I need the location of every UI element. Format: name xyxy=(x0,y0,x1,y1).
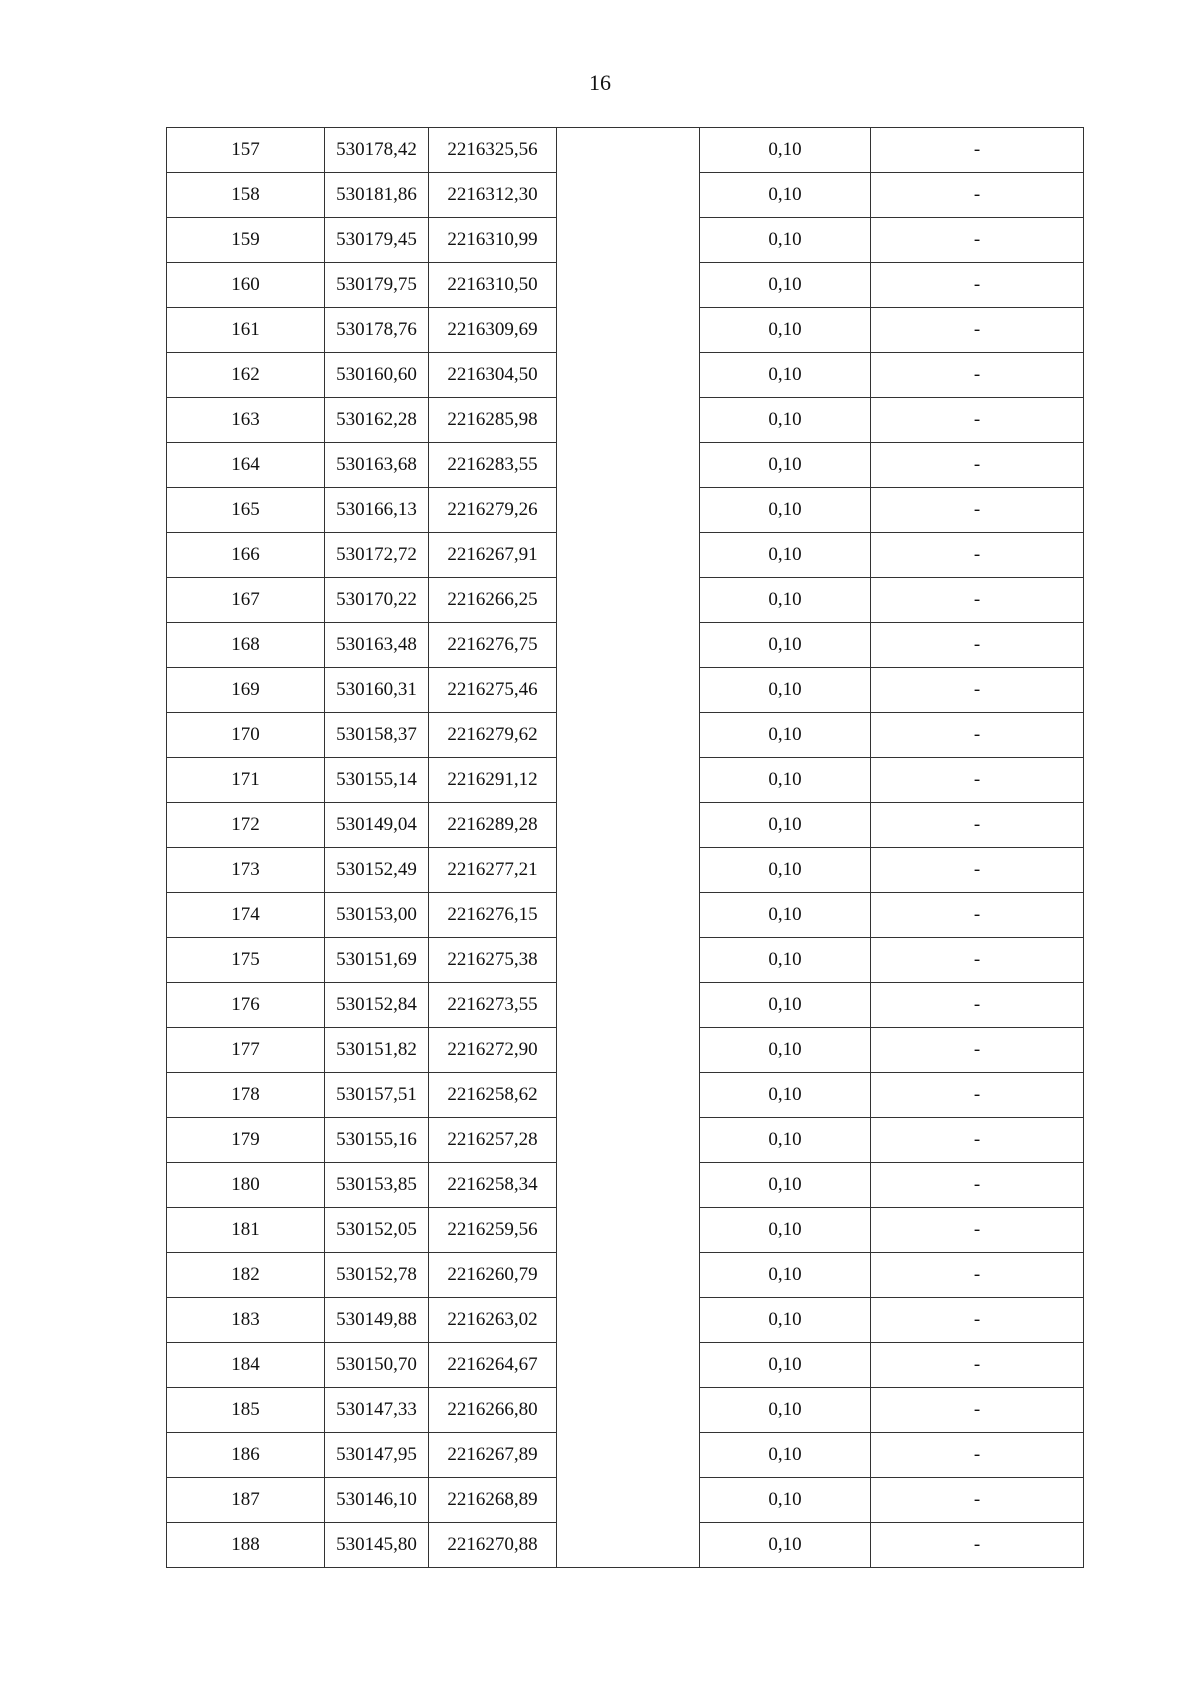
point-number-cell: 157 xyxy=(167,128,325,173)
y-coordinate-cell: 2216263,02 xyxy=(429,1298,557,1343)
point-number-cell: 172 xyxy=(167,803,325,848)
note-cell: - xyxy=(871,1073,1084,1118)
y-coordinate-cell: 2216277,21 xyxy=(429,848,557,893)
note-cell: - xyxy=(871,803,1084,848)
value-cell: 0,10 xyxy=(700,1523,871,1568)
value-cell: 0,10 xyxy=(700,623,871,668)
y-coordinate-cell: 2216266,80 xyxy=(429,1388,557,1433)
y-coordinate-cell: 2216273,55 xyxy=(429,983,557,1028)
point-number-cell: 161 xyxy=(167,308,325,353)
note-cell: - xyxy=(871,353,1084,398)
point-number-cell: 188 xyxy=(167,1523,325,1568)
y-coordinate-cell: 2216267,91 xyxy=(429,533,557,578)
value-cell: 0,10 xyxy=(700,1478,871,1523)
note-cell: - xyxy=(871,308,1084,353)
y-coordinate-cell: 2216258,62 xyxy=(429,1073,557,1118)
x-coordinate-cell: 530160,60 xyxy=(325,353,429,398)
y-coordinate-cell: 2216275,38 xyxy=(429,938,557,983)
y-coordinate-cell: 2216325,56 xyxy=(429,128,557,173)
note-cell: - xyxy=(871,398,1084,443)
value-cell: 0,10 xyxy=(700,1163,871,1208)
value-cell: 0,10 xyxy=(700,218,871,263)
x-coordinate-cell: 530149,88 xyxy=(325,1298,429,1343)
point-number-cell: 179 xyxy=(167,1118,325,1163)
note-cell: - xyxy=(871,128,1084,173)
y-coordinate-cell: 2216275,46 xyxy=(429,668,557,713)
y-coordinate-cell: 2216310,50 xyxy=(429,263,557,308)
x-coordinate-cell: 530166,13 xyxy=(325,488,429,533)
y-coordinate-cell: 2216285,98 xyxy=(429,398,557,443)
value-cell: 0,10 xyxy=(700,1073,871,1118)
note-cell: - xyxy=(871,1118,1084,1163)
x-coordinate-cell: 530152,84 xyxy=(325,983,429,1028)
note-cell: - xyxy=(871,848,1084,893)
x-coordinate-cell: 530155,14 xyxy=(325,758,429,803)
value-cell: 0,10 xyxy=(700,1298,871,1343)
x-coordinate-cell: 530145,80 xyxy=(325,1523,429,1568)
x-coordinate-cell: 530163,48 xyxy=(325,623,429,668)
point-number-cell: 174 xyxy=(167,893,325,938)
merged-empty-cell xyxy=(557,128,700,1568)
note-cell: - xyxy=(871,173,1084,218)
point-number-cell: 158 xyxy=(167,173,325,218)
x-coordinate-cell: 530153,00 xyxy=(325,893,429,938)
value-cell: 0,10 xyxy=(700,983,871,1028)
point-number-cell: 166 xyxy=(167,533,325,578)
note-cell: - xyxy=(871,1208,1084,1253)
y-coordinate-cell: 2216283,55 xyxy=(429,443,557,488)
note-cell: - xyxy=(871,263,1084,308)
point-number-cell: 163 xyxy=(167,398,325,443)
note-cell: - xyxy=(871,1388,1084,1433)
value-cell: 0,10 xyxy=(700,1388,871,1433)
value-cell: 0,10 xyxy=(700,1028,871,1073)
coordinates-table-body xyxy=(167,128,1084,1568)
x-coordinate-cell: 530178,42 xyxy=(325,128,429,173)
value-cell: 0,10 xyxy=(700,1118,871,1163)
point-number-cell: 177 xyxy=(167,1028,325,1073)
note-cell: - xyxy=(871,1433,1084,1478)
note-cell: - xyxy=(871,1028,1084,1073)
point-number-cell: 169 xyxy=(167,668,325,713)
value-cell: 0,10 xyxy=(700,173,871,218)
x-coordinate-cell: 530147,95 xyxy=(325,1433,429,1478)
x-coordinate-cell: 530155,16 xyxy=(325,1118,429,1163)
note-cell: - xyxy=(871,488,1084,533)
point-number-cell: 171 xyxy=(167,758,325,803)
y-coordinate-cell: 2216259,56 xyxy=(429,1208,557,1253)
point-number-cell: 181 xyxy=(167,1208,325,1253)
note-cell: - xyxy=(871,443,1084,488)
x-coordinate-cell: 530151,82 xyxy=(325,1028,429,1073)
point-number-cell: 170 xyxy=(167,713,325,758)
value-cell: 0,10 xyxy=(700,713,871,758)
value-cell: 0,10 xyxy=(700,1343,871,1388)
point-number-cell: 160 xyxy=(167,263,325,308)
y-coordinate-cell: 2216279,62 xyxy=(429,713,557,758)
x-coordinate-cell: 530160,31 xyxy=(325,668,429,713)
x-coordinate-cell: 530179,75 xyxy=(325,263,429,308)
note-cell: - xyxy=(871,623,1084,668)
x-coordinate-cell: 530151,69 xyxy=(325,938,429,983)
value-cell: 0,10 xyxy=(700,128,871,173)
note-cell: - xyxy=(871,668,1084,713)
x-coordinate-cell: 530181,86 xyxy=(325,173,429,218)
x-coordinate-cell: 530178,76 xyxy=(325,308,429,353)
value-cell: 0,10 xyxy=(700,578,871,623)
point-number-cell: 180 xyxy=(167,1163,325,1208)
value-cell: 0,10 xyxy=(700,893,871,938)
value-cell: 0,10 xyxy=(700,263,871,308)
note-cell: - xyxy=(871,1343,1084,1388)
note-cell: - xyxy=(871,1478,1084,1523)
value-cell: 0,10 xyxy=(700,803,871,848)
note-cell: - xyxy=(871,938,1084,983)
x-coordinate-cell: 530172,72 xyxy=(325,533,429,578)
coordinates-table xyxy=(166,127,1084,1568)
x-coordinate-cell: 530158,37 xyxy=(325,713,429,758)
note-cell: - xyxy=(871,533,1084,578)
x-coordinate-cell: 530153,85 xyxy=(325,1163,429,1208)
point-number-cell: 183 xyxy=(167,1298,325,1343)
point-number-cell: 159 xyxy=(167,218,325,263)
point-number-cell: 186 xyxy=(167,1433,325,1478)
note-cell: - xyxy=(871,1523,1084,1568)
table-row xyxy=(167,128,1084,173)
note-cell: - xyxy=(871,1163,1084,1208)
y-coordinate-cell: 2216310,99 xyxy=(429,218,557,263)
value-cell: 0,10 xyxy=(700,308,871,353)
point-number-cell: 165 xyxy=(167,488,325,533)
point-number-cell: 187 xyxy=(167,1478,325,1523)
value-cell: 0,10 xyxy=(700,398,871,443)
page-number: 16 xyxy=(589,70,611,95)
y-coordinate-cell: 2216291,12 xyxy=(429,758,557,803)
value-cell: 0,10 xyxy=(700,668,871,713)
y-coordinate-cell: 2216258,34 xyxy=(429,1163,557,1208)
point-number-cell: 182 xyxy=(167,1253,325,1298)
note-cell: - xyxy=(871,713,1084,758)
y-coordinate-cell: 2216312,30 xyxy=(429,173,557,218)
value-cell: 0,10 xyxy=(700,848,871,893)
x-coordinate-cell: 530163,68 xyxy=(325,443,429,488)
value-cell: 0,10 xyxy=(700,938,871,983)
note-cell: - xyxy=(871,1253,1084,1298)
point-number-cell: 168 xyxy=(167,623,325,668)
value-cell: 0,10 xyxy=(700,533,871,578)
y-coordinate-cell: 2216257,28 xyxy=(429,1118,557,1163)
y-coordinate-cell: 2216272,90 xyxy=(429,1028,557,1073)
note-cell: - xyxy=(871,983,1084,1028)
point-number-cell: 162 xyxy=(167,353,325,398)
y-coordinate-cell: 2216279,26 xyxy=(429,488,557,533)
x-coordinate-cell: 530152,78 xyxy=(325,1253,429,1298)
y-coordinate-cell: 2216268,89 xyxy=(429,1478,557,1523)
point-number-cell: 178 xyxy=(167,1073,325,1118)
y-coordinate-cell: 2216276,15 xyxy=(429,893,557,938)
point-number-cell: 164 xyxy=(167,443,325,488)
value-cell: 0,10 xyxy=(700,488,871,533)
y-coordinate-cell: 2216267,89 xyxy=(429,1433,557,1478)
point-number-cell: 185 xyxy=(167,1388,325,1433)
note-cell: - xyxy=(871,893,1084,938)
note-cell: - xyxy=(871,578,1084,623)
y-coordinate-cell: 2216264,67 xyxy=(429,1343,557,1388)
x-coordinate-cell: 530157,51 xyxy=(325,1073,429,1118)
point-number-cell: 184 xyxy=(167,1343,325,1388)
note-cell: - xyxy=(871,1298,1084,1343)
x-coordinate-cell: 530162,28 xyxy=(325,398,429,443)
value-cell: 0,10 xyxy=(700,1433,871,1478)
y-coordinate-cell: 2216289,28 xyxy=(429,803,557,848)
note-cell: - xyxy=(871,758,1084,803)
y-coordinate-cell: 2216260,79 xyxy=(429,1253,557,1298)
y-coordinate-cell: 2216270,88 xyxy=(429,1523,557,1568)
x-coordinate-cell: 530147,33 xyxy=(325,1388,429,1433)
x-coordinate-cell: 530152,05 xyxy=(325,1208,429,1253)
note-cell: - xyxy=(871,218,1084,263)
point-number-cell: 176 xyxy=(167,983,325,1028)
point-number-cell: 175 xyxy=(167,938,325,983)
x-coordinate-cell: 530152,49 xyxy=(325,848,429,893)
value-cell: 0,10 xyxy=(700,1253,871,1298)
y-coordinate-cell: 2216266,25 xyxy=(429,578,557,623)
y-coordinate-cell: 2216276,75 xyxy=(429,623,557,668)
x-coordinate-cell: 530150,70 xyxy=(325,1343,429,1388)
point-number-cell: 173 xyxy=(167,848,325,893)
value-cell: 0,10 xyxy=(700,1208,871,1253)
value-cell: 0,10 xyxy=(700,353,871,398)
y-coordinate-cell: 2216309,69 xyxy=(429,308,557,353)
value-cell: 0,10 xyxy=(700,443,871,488)
x-coordinate-cell: 530179,45 xyxy=(325,218,429,263)
x-coordinate-cell: 530149,04 xyxy=(325,803,429,848)
y-coordinate-cell: 2216304,50 xyxy=(429,353,557,398)
x-coordinate-cell: 530146,10 xyxy=(325,1478,429,1523)
point-number-cell: 167 xyxy=(167,578,325,623)
value-cell: 0,10 xyxy=(700,758,871,803)
x-coordinate-cell: 530170,22 xyxy=(325,578,429,623)
